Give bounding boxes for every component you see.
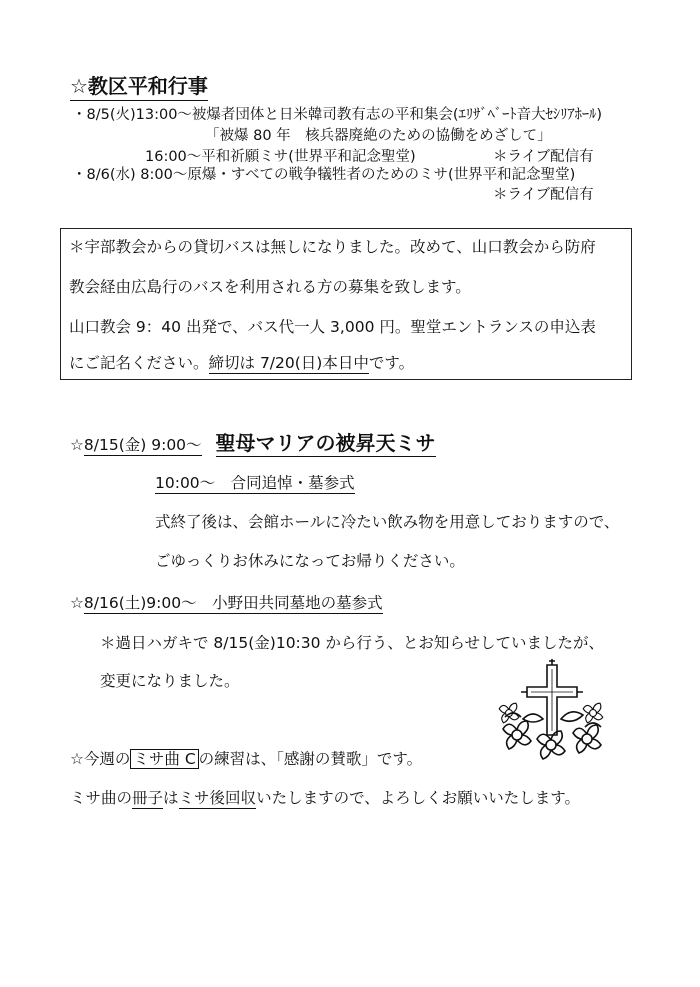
choir-practice-line <box>70 750 422 769</box>
assumption-mass-title: 聖母マリアの被昇天ミサ <box>215 431 436 455</box>
change-note-line: 変更になりました。 <box>100 672 240 690</box>
assumption-date: 8/15(金) 9:00～ <box>83 436 202 454</box>
notice-line: 山口教会 9：40 出発で、バス代一人 3,000 円。聖堂エントランスの申込表 <box>69 318 596 336</box>
assumption-heading <box>70 431 436 455</box>
notice-line: 教会経由広島行のバスを利用される方の募集を致します。 <box>69 278 471 296</box>
choir-text: の練習は、「感謝の賛歌」です。 <box>198 750 423 768</box>
booklet-text: は <box>163 789 179 807</box>
event-line-peace-mass: 16:00～平和祈願ミサ(世界平和記念聖堂) <box>145 149 416 165</box>
deadline-text: 締切は 7/20(日)本日中 <box>208 354 369 372</box>
event-line-aug5: ・8/5(火)13:00～被爆者団体と日米韓司教有志の平和集会(ｴﾘｻﾞﾍﾞｰﾄ音大ｾｼﾘｱﾎｰﾙ) <box>72 107 602 123</box>
memorial-service-line <box>155 474 355 493</box>
refreshments-line: ごゆっくりお休みになってお帰りください。 <box>155 552 465 570</box>
booklet-text: いたしますので、よろしくお願いいたします。 <box>256 789 581 807</box>
change-note-line: ＊過日ハガキで 8/15(金)10:30 から行う、とお知らせしていましたが、 <box>100 634 604 652</box>
live-stream-note: ＊ライブ配信有 <box>493 149 594 165</box>
booklet-collection-line <box>70 789 580 808</box>
choir-text: ☆今週の <box>70 750 131 768</box>
memorial-service-text: 10:00～ 合同追悼・墓参式 <box>155 474 355 492</box>
notice-line: ＊宇部教会からの貸切バスは無しになりました。改めて、山口教会から防府 <box>69 238 596 256</box>
booklet-word: 冊子 <box>132 789 164 807</box>
collection-after-mass: ミサ後回収 <box>178 789 257 807</box>
notice-line <box>69 351 414 373</box>
refreshments-line: 式終了後は、会館ホールに冷たい飲み物を用意しておりますので、 <box>155 513 620 531</box>
booklet-text: ミサ曲の <box>70 789 133 807</box>
live-stream-note: ＊ライブ配信有 <box>493 187 594 203</box>
section-title-peace-events: ☆教区平和行事 <box>70 70 208 101</box>
onoda-heading <box>70 594 383 613</box>
notice-text: です。 <box>368 354 415 372</box>
cross-with-flowers-icon <box>493 657 611 763</box>
event-line-aug6: ・8/6(水) 8:00～原爆・すべての戦争犠牲者のためのミサ(世界平和記念聖堂) <box>72 167 576 183</box>
bus-notice-box <box>60 228 632 380</box>
event-theme: 「被爆 80 年 核兵器廃絶のための協働をめざして」 <box>205 128 552 144</box>
star-mark: ☆ <box>70 436 84 454</box>
mass-setting-c: ミサ曲 C <box>130 749 198 769</box>
star-mark: ☆ <box>70 594 84 612</box>
onoda-heading-text: 8/16(土)9:00～ 小野田共同墓地の墓参式 <box>83 594 383 612</box>
notice-text: にご記名ください。 <box>69 354 209 372</box>
